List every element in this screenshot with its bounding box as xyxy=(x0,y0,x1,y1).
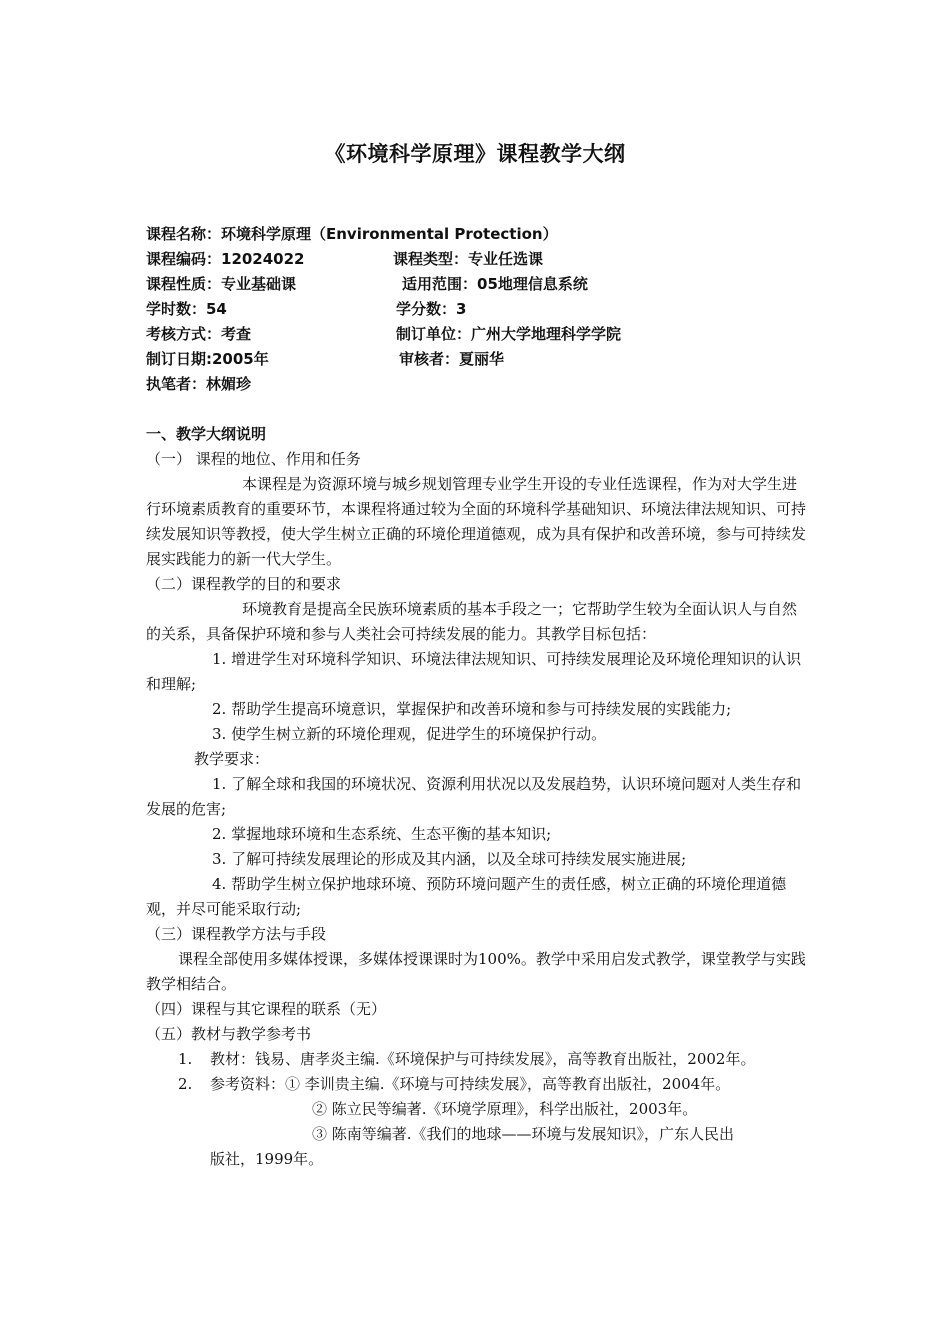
goal-item: 2. 帮助学生提高环境意识，掌握保护和改善环境和参与可持续发展的实践能力; xyxy=(212,700,732,718)
document-title: 《环境科学原理》课程教学大纲 xyxy=(324,142,626,166)
course-nature: 课程性质：专业基础课 xyxy=(146,275,297,293)
requirement-item: 1. 了解全球和我国的环境状况、资源利用状况以及发展趋势，认识环境问题对人类生存和发展的危害; xyxy=(146,775,802,818)
author: 执笔者：林媚珍 xyxy=(146,375,252,393)
info-row xyxy=(146,347,826,372)
info-row xyxy=(146,322,826,347)
reference-text: 教材：钱易、唐孝炎主编.《环境保护与可持续发展》，高等教育出版社，2002年。 xyxy=(210,1050,756,1068)
info-row xyxy=(146,222,826,247)
reference-number: 1. xyxy=(178,1050,193,1068)
info-row xyxy=(146,372,826,397)
course-code: 课程编码：12024022 xyxy=(146,250,305,268)
reference-subitem-continued: 版社，1999年。 xyxy=(210,1150,324,1168)
course-name: 课程名称：环境科学原理（Environmental Protection） xyxy=(146,225,558,243)
subsection-heading: （一） 课程的地位、作用和任务 xyxy=(146,450,361,468)
reference-subitem: ③ 陈南等编著.《我们的地球——环境与发展知识》，广东人民出 xyxy=(312,1125,735,1143)
subsection-heading: （二）课程教学的目的和要求 xyxy=(146,575,342,593)
course-type: 课程类型：专业任选课 xyxy=(393,250,544,268)
reference-number: 2. xyxy=(178,1075,193,1093)
subsection-heading: （三）课程教学方法与手段 xyxy=(146,925,327,943)
requirements-title: 教学要求： xyxy=(194,750,270,768)
goal-item: 3. 使学生树立新的环境伦理观，促进学生的环境保护行动。 xyxy=(212,725,607,743)
reference-text: 参考资料：① 李训贵主编.《环境与可持续发展》，高等教育出版社，2004年。 xyxy=(210,1075,731,1093)
subsection-heading: （四）课程与其它课程的联系（无） xyxy=(146,1000,387,1018)
course-info-block xyxy=(146,222,826,397)
course-credits: 学分数：3 xyxy=(396,300,467,318)
paragraph: 环境教育是提高全民族环境素质的基本手段之一；它帮助学生较为全面认识人与自然的关系，具备保护环境和参与人类社会可持续发展的能力。其教学目标包括： xyxy=(146,600,798,643)
reference-item xyxy=(146,1047,811,1072)
reviewer: 审核者：夏丽华 xyxy=(399,350,505,368)
subsection-heading: （五）教材与教学参考书 xyxy=(146,1025,312,1043)
reference-subitem: ② 陈立民等编著.《环境学原理》，科学出版社，2003年。 xyxy=(312,1100,698,1118)
info-row xyxy=(146,247,826,272)
goal-item: 1. 增进学生对环境科学知识、环境法律法规知识、可持续发展理论及环境伦理知识的认识 和理解; xyxy=(146,650,802,693)
paragraph: 本课程是为资源环境与城乡规划管理专业学生开设的专业任选课程，作为对大学生进行环境素质教育的重要环节，本课程将通过较为全面的环境科学基础知识、环境法律法规知识、可持续发展知识等教授，使大学生树立正确的环境伦理道德观，成为具有保护和改善环境，参与可持续发展实践能力的新一代大学生。 xyxy=(146,475,807,568)
requirement-item: 2. 掌握地球环境和生态系统、生态平衡的基本知识; xyxy=(212,825,552,843)
requirement-item: 3. 了解可持续发展理论的形成及其内涵，以及全球可持续发展实施进展; xyxy=(212,850,687,868)
syllabus-body xyxy=(146,422,811,1172)
info-row xyxy=(146,297,826,322)
reference-item xyxy=(146,1072,811,1097)
issue-date: 制订日期:2005年 xyxy=(146,350,269,368)
course-hours: 学时数：54 xyxy=(146,300,227,318)
paragraph: 课程全部使用多媒体授课，多媒体授课课时为100%。教学中采用启发式教学，课堂教学与实践教学相结合。 xyxy=(146,950,806,993)
info-row xyxy=(146,272,826,297)
assessment-method: 考核方式：考查 xyxy=(146,325,252,343)
requirement-item: 4. 帮助学生树立保护地球环境、预防环境问题产生的责任感，树立正确的环境伦理道德观，并尽可能采取行动; xyxy=(146,875,787,918)
course-scope: 适用范围：05地理信息系统 xyxy=(402,275,588,293)
issuing-unit: 制订单位：广州大学地理科学学院 xyxy=(396,325,622,343)
section-heading: 一、教学大纲说明 xyxy=(146,425,267,443)
